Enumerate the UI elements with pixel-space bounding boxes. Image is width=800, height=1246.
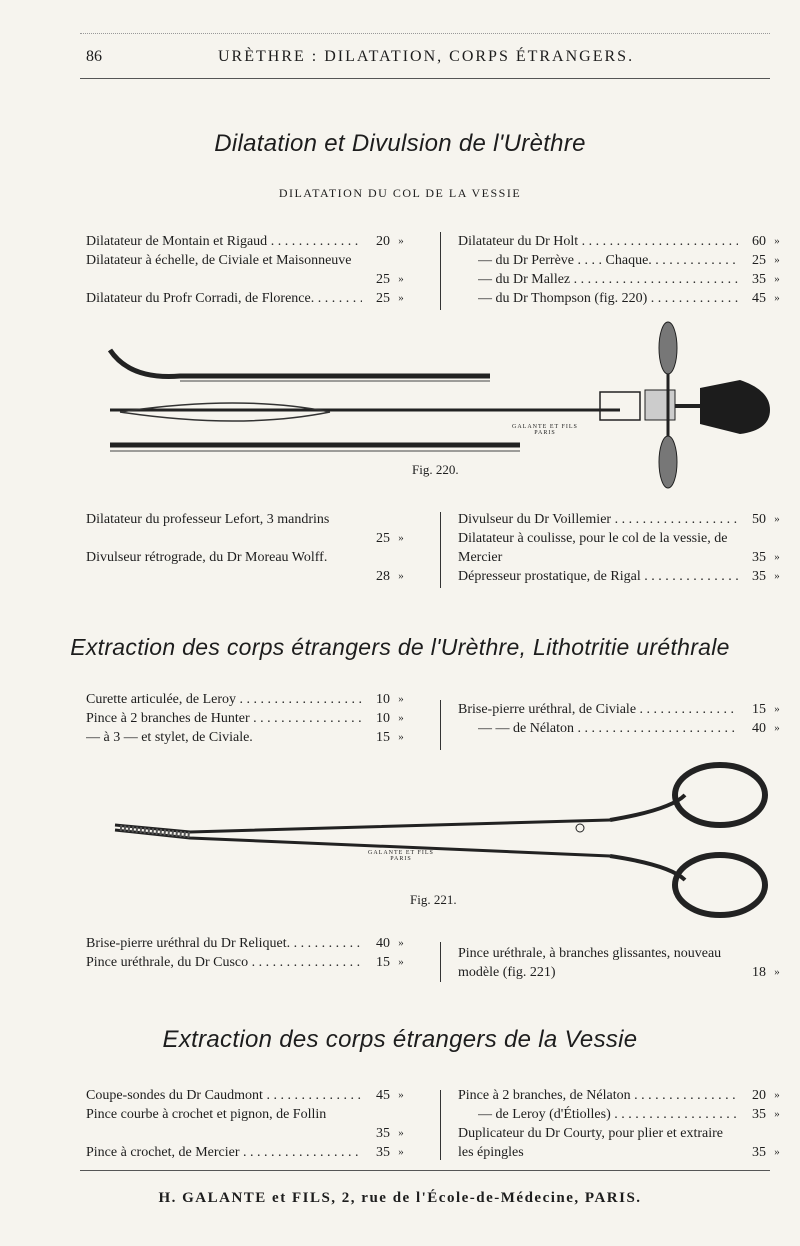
list-item: Dilatateur du Dr Holt . . . 60 » bbox=[458, 232, 788, 251]
footer-rule bbox=[80, 1170, 770, 1171]
price-list-right-1 bbox=[458, 232, 788, 308]
header-rule bbox=[80, 78, 770, 79]
list-item: Dilatateur du Profr Corradi, de Florence. . . . 25 » bbox=[86, 289, 412, 308]
price-list-right-3 bbox=[458, 700, 788, 738]
column-divider bbox=[440, 700, 441, 750]
list-item: — du Dr Perrève . . . . Chaque. . . . 25 » bbox=[458, 251, 788, 270]
price-list-left-1 bbox=[86, 232, 412, 308]
section-title-dilatation: Dilatation et Divulsion de l'Urèthre bbox=[214, 130, 586, 157]
maker-mark: GALANTE ET FILS PARIS bbox=[512, 424, 578, 436]
section-title-extraction-vessie: Extraction des corps étrangers de la Vessie bbox=[162, 1026, 638, 1053]
list-item: Pince uréthrale, du Dr Cusco . . . 15 » bbox=[86, 953, 412, 972]
list-item: Divulseur rétrograde, du Dr Moreau Wolff. 28 » bbox=[86, 550, 404, 584]
subheading-col-vessie: DILATATION DU COL DE LA VESSIE bbox=[278, 186, 522, 200]
list-item: Brise-pierre uréthral du Dr Reliquet. . . . 40 » bbox=[86, 934, 412, 953]
list-item: Duplicateur du Dr Courty, pour plier et extraire les épingles 35 » bbox=[458, 1126, 780, 1160]
list-item: Brise-pierre uréthral, de Civiale . . . 15 » bbox=[458, 700, 788, 719]
column-divider bbox=[440, 232, 441, 310]
column-divider bbox=[440, 1090, 441, 1160]
figure-caption: Fig. 220. bbox=[412, 462, 459, 477]
column-divider bbox=[440, 942, 441, 982]
list-item: Pince à 2 branches, de Nélaton . . . 20 » bbox=[458, 1086, 788, 1105]
list-item: Divulseur du Dr Voillemier . . . 50 » bbox=[458, 510, 788, 529]
section-title-extraction-urethre: Extraction des corps étrangers de l'Urèthre, Lithotritie uréthrale bbox=[70, 634, 730, 660]
price-list-left-5 bbox=[86, 1086, 412, 1162]
price-list-left-2 bbox=[86, 510, 412, 586]
list-item: — du Dr Mallez . . . 35 » bbox=[458, 270, 788, 289]
list-item: Pince courbe à crochet et pignon, de Follin 35 » bbox=[86, 1107, 404, 1141]
list-item: — à 3 — et stylet, de Civiale. 15 » bbox=[86, 730, 404, 745]
list-item: — du Dr Thompson (fig. 220) . . . 45 » bbox=[458, 289, 788, 308]
list-item: Pince à 2 branches de Hunter . . . 10 » bbox=[86, 709, 412, 728]
list-item: Dilatateur de Montain et Rigaud . . . 20 » bbox=[86, 232, 412, 251]
page-number: 86 bbox=[86, 48, 102, 65]
list-item: Pince uréthrale, à branches glissantes, nouveau modèle (fig. 221) 18 » bbox=[458, 946, 780, 980]
price-list-right-2 bbox=[458, 510, 788, 586]
price-list-right-4 bbox=[458, 944, 788, 982]
column-divider bbox=[440, 512, 441, 588]
figure-caption: Fig. 221. bbox=[410, 892, 457, 907]
list-item: Dilatateur à coulisse, pour le col de la vessie, de Mercier 35 » bbox=[458, 531, 780, 565]
publisher-footer: H. GALANTE et FILS, 2, rue de l'École-de-Médecine, PARIS. bbox=[158, 1190, 642, 1206]
price-list-left-3 bbox=[86, 690, 412, 747]
list-item: Curette articulée, de Leroy . . . 10 » bbox=[86, 690, 412, 709]
maker-mark: GALANTE ET FILS PARIS bbox=[368, 850, 434, 862]
list-item: Pince à crochet, de Mercier . . . 35 » bbox=[86, 1143, 412, 1162]
list-item: — de Leroy (d'Étiolles) . . . 35 » bbox=[458, 1105, 788, 1124]
list-item: Coupe-sondes du Dr Caudmont . . . 45 » bbox=[86, 1086, 412, 1105]
list-item: Dilatateur à échelle, de Civiale et Maisonneuve 25 » bbox=[86, 253, 404, 287]
list-item: Dépresseur prostatique, de Rigal . . . 35 » bbox=[458, 567, 788, 586]
price-list-left-4 bbox=[86, 934, 412, 972]
top-dotted-rule bbox=[80, 33, 770, 34]
running-title: URÈTHRE : DILATATION, CORPS ÉTRANGERS. bbox=[218, 48, 635, 65]
price-list-right-5 bbox=[458, 1086, 788, 1162]
list-item: — — de Nélaton . . . 40 » bbox=[458, 719, 788, 738]
list-item: Dilatateur du professeur Lefort, 3 mandrins 25 » bbox=[86, 512, 404, 546]
